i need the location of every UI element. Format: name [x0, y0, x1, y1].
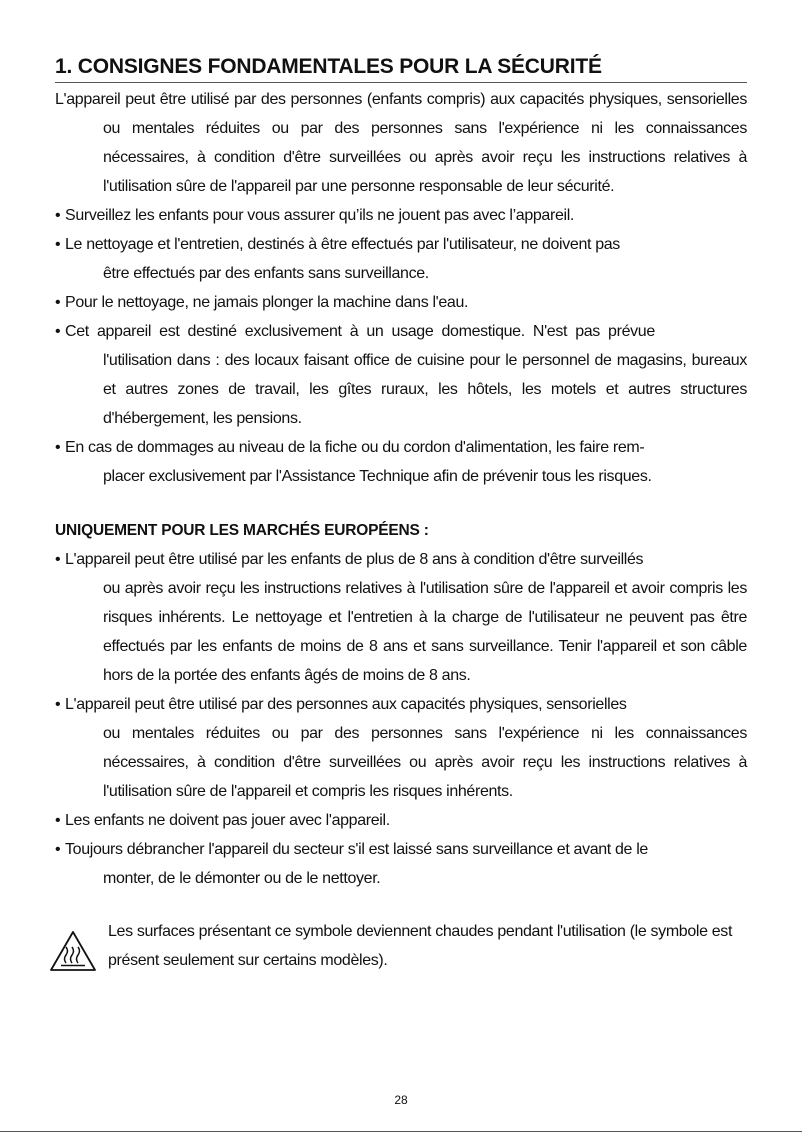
list-item-continuation: être effectués par des enfants sans surveillance.: [103, 265, 429, 282]
list-item: [55, 201, 747, 230]
list-item-continuation: ou mentales réduites ou par des personnes sans l'expérience ni les connaissances nécessaires, à condition d'être surveillées ou après avoir reçu les instructions relatives à l'utilisation sûre de l'appareil et compris les risques inhérents.: [103, 725, 747, 800]
bullet-dot: •: [55, 236, 61, 253]
hot-surface-icon: [49, 929, 97, 973]
hot-surface-warning: [55, 917, 747, 975]
bottom-rule: [0, 1131, 802, 1132]
list-item-continuation: ou après avoir reçu les instructions relatives à l'utilisation sûre de l'appareil et avoir compris les risques inhérents. Le nettoyage et l'entretien à la charge de l'utilisateur ne peuvent pas être effectués par les enfants de moins de 8 ans et sans surveillance. Tenir l'appareil et son câble hors de la portée des enfants âgés de moins de 8 ans.: [103, 580, 747, 684]
bullet-dot: •: [55, 551, 61, 568]
bullet-dot: •: [55, 439, 61, 456]
list-item: [55, 230, 747, 288]
list-item: [55, 835, 747, 893]
list-item-first-line: Cet appareil est destiné exclusivement à un usage domestique. N'est pas prévue: [65, 323, 655, 340]
list-item: [55, 545, 747, 690]
bullet-dot: •: [55, 294, 61, 311]
bullet-dot: •: [55, 841, 61, 858]
list-item-continuation: l'utilisation dans : des locaux faisant office de cuisine pour le personnel de magasins, bureaux et autres zones de travail, les gîtes ruraux, les hôtels, les motels et autres structures d'hébergement, les pensions.: [103, 352, 747, 427]
list-item: [55, 690, 747, 806]
list-item: [55, 288, 747, 317]
list-item-first-line: Pour le nettoyage, ne jamais plonger la machine dans l'eau.: [65, 294, 469, 311]
list-item-first-line: L'appareil peut être utilisé par des personnes aux capacités physiques, sensorielles: [65, 696, 627, 713]
list-item-first-line: En cas de dommages au niveau de la fiche ou du cordon d'alimentation, les faire rem-: [65, 439, 645, 456]
list-item: [55, 806, 747, 835]
list-item-first-line: L'appareil peut être utilisé par les enfants de plus de 8 ans à condition d'être surveillés: [65, 551, 644, 568]
list-item-continuation: monter, de le démonter ou de le nettoyer.: [103, 870, 381, 887]
eu-section-heading: UNIQUEMENT POUR LES MARCHÉS EUROPÉENS :: [55, 522, 429, 539]
list-item: [55, 317, 747, 433]
list-item-first-line: Les enfants ne doivent pas jouer avec l'appareil.: [65, 812, 390, 829]
bullet-dot: •: [55, 323, 61, 340]
general-safety-list: [55, 201, 747, 491]
list-item: [55, 433, 747, 491]
hot-surface-warning-text: Les surfaces présentant ce symbole deviennent chaudes pendant l'utilisation (le symbole est présent seulement sur certains modèles).: [108, 923, 733, 969]
list-item-first-line: Toujours débrancher l'appareil du secteur s'il est laissé sans surveillance et avant de le: [65, 841, 648, 858]
list-item-first-line: Surveillez les enfants pour vous assurer qu’ils ne jouent pas avec l’appareil.: [65, 207, 574, 224]
bullet-dot: •: [55, 696, 61, 713]
document-page: [55, 54, 747, 975]
eu-safety-list: [55, 545, 747, 893]
page-number: 28: [394, 1093, 408, 1107]
section-title: 1. CONSIGNES FONDAMENTALES POUR LA SÉCURITÉ: [55, 54, 747, 83]
intro-paragraph: L'appareil peut être utilisé par des personnes (enfants compris) aux capacités physiques, sensorielles ou mentales réduites ou par des personnes sans l'expérience ni les connaissances nécessaires, à condition d'être surveillées ou après avoir reçu les instructions relatives à l'utilisation sûre de l'appareil par une personne responsable de leur sécurité.: [55, 91, 747, 195]
bullet-dot: •: [55, 812, 61, 829]
bullet-dot: •: [55, 207, 61, 224]
list-item-first-line: Le nettoyage et l'entretien, destinés à être effectués par l'utilisateur, ne doivent pas: [65, 236, 620, 253]
list-item-continuation: placer exclusivement par l'Assistance Technique afin de prévenir tous les risques.: [103, 468, 652, 485]
